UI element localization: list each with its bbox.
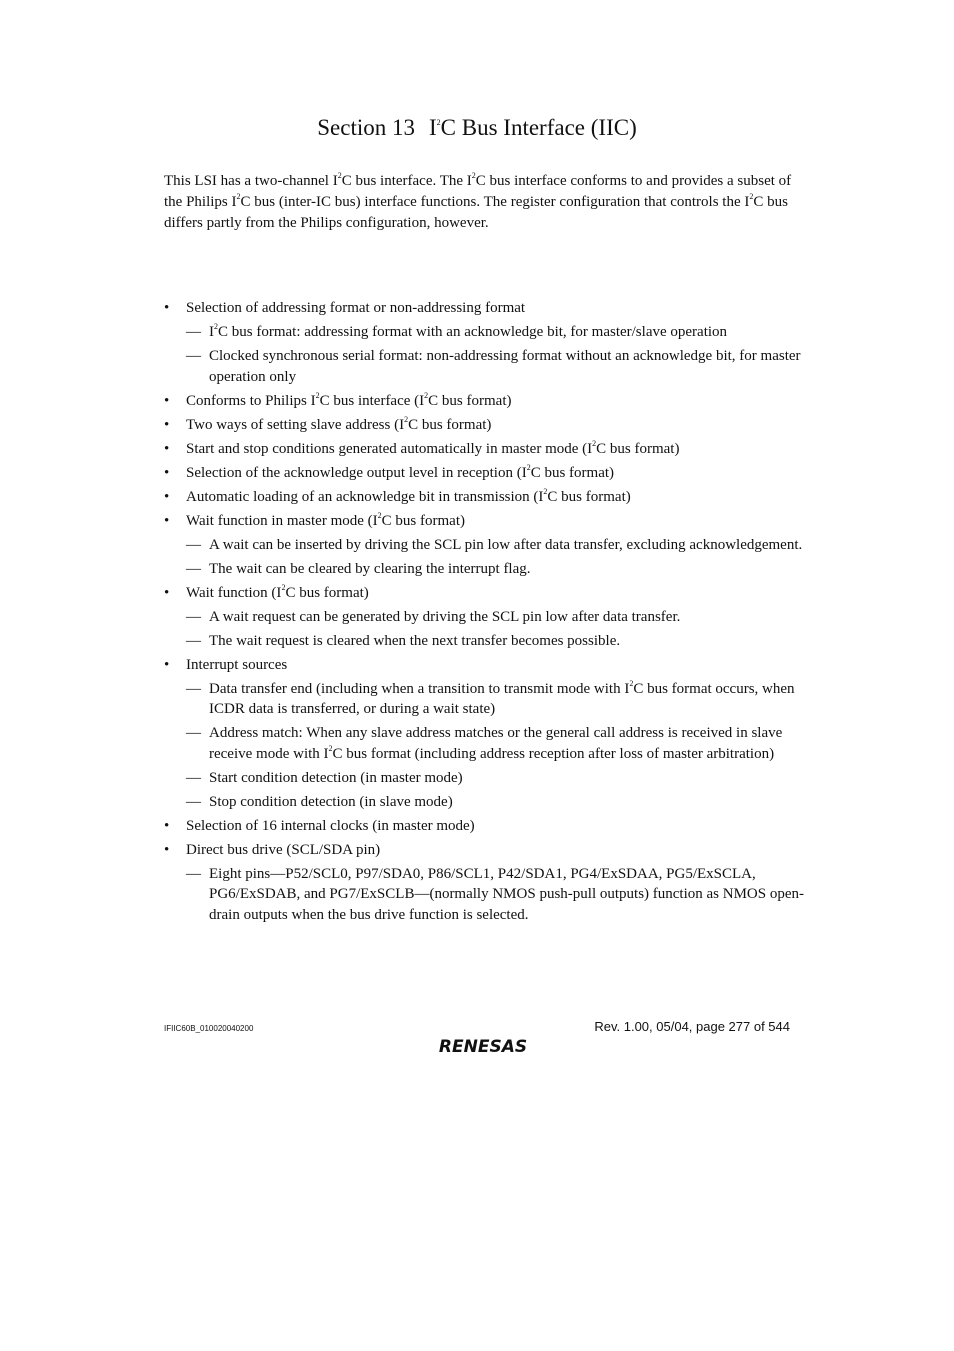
title-rest: C Bus Interface (IIC) [440, 115, 637, 140]
feature-superscript: 2 [377, 510, 382, 520]
sub-item [186, 322, 804, 343]
sub-text: Start condition detection (in master mode) [209, 769, 463, 786]
sub-list [186, 679, 804, 813]
feature-item [164, 655, 804, 813]
sub-text: Clocked synchronous serial format: non-addressing format without an acknowledge bit, for master operation only [209, 348, 801, 385]
feature-text [186, 657, 287, 673]
feature-text: Direct bus drive (SCL/SDA pin) [186, 841, 381, 858]
sub-superscript: 2 [328, 743, 333, 753]
feature-item [164, 415, 804, 436]
dash-icon: — [186, 769, 201, 786]
dash-icon: — [186, 632, 201, 649]
renesas-logo [423, 1035, 543, 1057]
feature-superscript: 2 [281, 582, 286, 592]
intro-superscript: 2 [337, 171, 342, 180]
bullet-icon: • [164, 584, 170, 601]
bullet-icon: • [164, 416, 170, 433]
bullet-icon: • [164, 512, 170, 529]
sub-text [209, 633, 620, 649]
bullet-icon: • [164, 392, 170, 409]
feature-text [186, 842, 380, 858]
dash-icon: — [186, 793, 201, 810]
feature-text [186, 582, 369, 601]
intro-paragraph [164, 171, 804, 234]
sub-item [186, 631, 804, 652]
feature-superscript: 2 [543, 486, 548, 496]
feature-item [164, 583, 804, 652]
feature-text: C bus format) [285, 584, 369, 601]
feature-superscript: 2 [424, 390, 429, 400]
feature-text: C bus format) [547, 488, 631, 505]
sub-text [209, 725, 782, 762]
bullet-icon: • [164, 656, 170, 673]
sub-superscript: 2 [214, 322, 218, 331]
feature-item [164, 487, 804, 508]
sub-text [209, 348, 801, 385]
sub-item [186, 679, 804, 720]
sub-text [209, 678, 795, 718]
sub-text [209, 866, 804, 923]
sub-text: The wait can be cleared by clearing the interrupt flag. [209, 560, 531, 577]
page-revision: Rev. 1.00, 05/04, page 277 of 544 [594, 1019, 790, 1034]
feature-item [164, 840, 804, 926]
feature-item [164, 816, 804, 837]
intro-superscript: 2 [236, 192, 241, 201]
sub-text: Address match: When any slave address matches or the general call address is received in slave receive mode with I [209, 725, 783, 762]
feature-text: C bus interface (I [319, 392, 425, 409]
feature-item [164, 439, 804, 460]
feature-text: C bus format) [381, 512, 465, 529]
bullet-icon: • [164, 464, 170, 481]
title-i: I [429, 115, 437, 140]
sub-list [186, 864, 804, 926]
intro-text: C bus differs partly from the Philips configuration, however. [164, 194, 788, 231]
bullet-icon: • [164, 817, 170, 834]
feature-item [164, 511, 804, 580]
feature-text [186, 438, 680, 457]
feature-text [186, 486, 631, 505]
sub-text: C bus format occurs, when ICDR data is transferred, or during a wait state) [209, 680, 795, 717]
feature-text: Wait function in master mode (I [186, 512, 378, 529]
dash-icon: — [186, 608, 201, 625]
feature-superscript: 2 [404, 414, 409, 424]
logo-wordmark: RENESAS [438, 1037, 528, 1057]
sub-text [209, 770, 463, 786]
sub-text: A wait request can be generated by driving the SCL pin low after data transfer. [209, 608, 681, 625]
sub-list [186, 322, 804, 387]
sub-text: Eight pins—P52/SCL0, P97/SDA0, P86/SCL1, P42/SDA1, PG4/ExSDAA, PG5/ExSCLA, PG6/ExSDAB, and PG7/ExSCLB—(normally NMOS push-pull outputs) function as NMOS open-drain outputs when the bus drive function is selected. [209, 865, 805, 923]
sub-item [186, 792, 804, 813]
feature-text: Start and stop conditions generated automatically in master mode (I [186, 440, 593, 457]
sub-text: I [209, 324, 214, 340]
dash-icon: — [186, 536, 201, 553]
bullet-icon: • [164, 440, 170, 457]
sub-text: The wait request is cleared when the next transfer becomes possible. [209, 632, 621, 649]
sub-text: Stop condition detection (in slave mode) [209, 793, 453, 810]
sub-text: C bus format (including address reception after loss of master arbitration) [332, 745, 775, 762]
intro-text: C bus interface. The I [341, 173, 472, 189]
intro-text: C bus (inter-IC bus) interface functions. The register configuration that controls the I [240, 194, 750, 210]
feature-text [186, 300, 525, 316]
feature-item [164, 298, 804, 387]
feature-text: Selection of the acknowledge output level in reception (I [186, 464, 527, 481]
bullet-icon: • [164, 488, 170, 505]
dash-icon: — [186, 348, 201, 364]
feature-text: Two ways of setting slave address (I [186, 416, 405, 433]
sub-item [186, 559, 804, 580]
section-number: Section 13 [317, 115, 415, 140]
title-superscript: 2 [436, 118, 441, 128]
feature-text: Interrupt sources [186, 656, 288, 673]
sub-item [186, 864, 804, 926]
sub-text: A wait can be inserted by driving the SCL pin low after data transfer, excluding acknowledgement. [209, 536, 803, 553]
feature-item [164, 391, 804, 412]
feature-superscript: 2 [592, 438, 597, 448]
dash-icon: — [186, 680, 201, 697]
document-code: IFIIC60B_010020040200 [164, 1024, 254, 1033]
feature-text: C bus format) [428, 392, 512, 409]
feature-item [164, 463, 804, 484]
sub-text: C bus format: addressing format with an acknowledge bit, for master/slave operation [218, 324, 728, 340]
page-title [0, 115, 954, 141]
intro-text: This LSI has a two-channel I [164, 173, 338, 189]
sub-text: Data transfer end (including when a transition to transmit mode with I [209, 680, 630, 697]
feature-text: Wait function (I [186, 584, 282, 601]
feature-text: C bus format) [408, 416, 492, 433]
sub-list [186, 607, 804, 652]
intro-text: C bus interface conforms to and provides a subset of the Philips I [164, 173, 792, 210]
feature-text [186, 818, 475, 834]
bullet-icon: • [164, 300, 170, 316]
sub-item [186, 723, 804, 764]
dash-icon: — [186, 560, 201, 577]
feature-text: C bus format) [530, 464, 615, 481]
feature-text [186, 462, 615, 481]
feature-text [186, 510, 465, 529]
feature-text: Automatic loading of an acknowledge bit in transmission (I [186, 488, 544, 505]
bullet-icon: • [164, 841, 170, 858]
sub-item [186, 535, 804, 556]
sub-text [209, 537, 802, 553]
dash-icon: — [186, 725, 201, 741]
feature-superscript: 2 [315, 390, 320, 400]
intro-superscript: 2 [749, 192, 754, 201]
feature-text: Conforms to Philips I [186, 392, 316, 409]
sub-text [209, 324, 727, 340]
sub-text [209, 561, 531, 577]
feature-text: Selection of addressing format or non-addressing format [186, 300, 526, 316]
sub-text [209, 794, 453, 810]
feature-superscript: 2 [526, 462, 531, 472]
intro-superscript: 2 [471, 171, 476, 180]
dash-icon: — [186, 865, 201, 882]
sub-item [186, 346, 804, 387]
sub-item [186, 768, 804, 789]
feature-text: C bus format) [596, 440, 680, 457]
dash-icon: — [186, 324, 201, 340]
sub-item [186, 607, 804, 628]
sub-list [186, 535, 804, 580]
feature-text [186, 390, 512, 409]
sub-superscript: 2 [629, 678, 634, 688]
sub-text [209, 609, 680, 625]
feature-text: Selection of 16 internal clocks (in master mode) [186, 817, 475, 834]
feature-text [186, 414, 492, 433]
feature-list [164, 298, 804, 929]
